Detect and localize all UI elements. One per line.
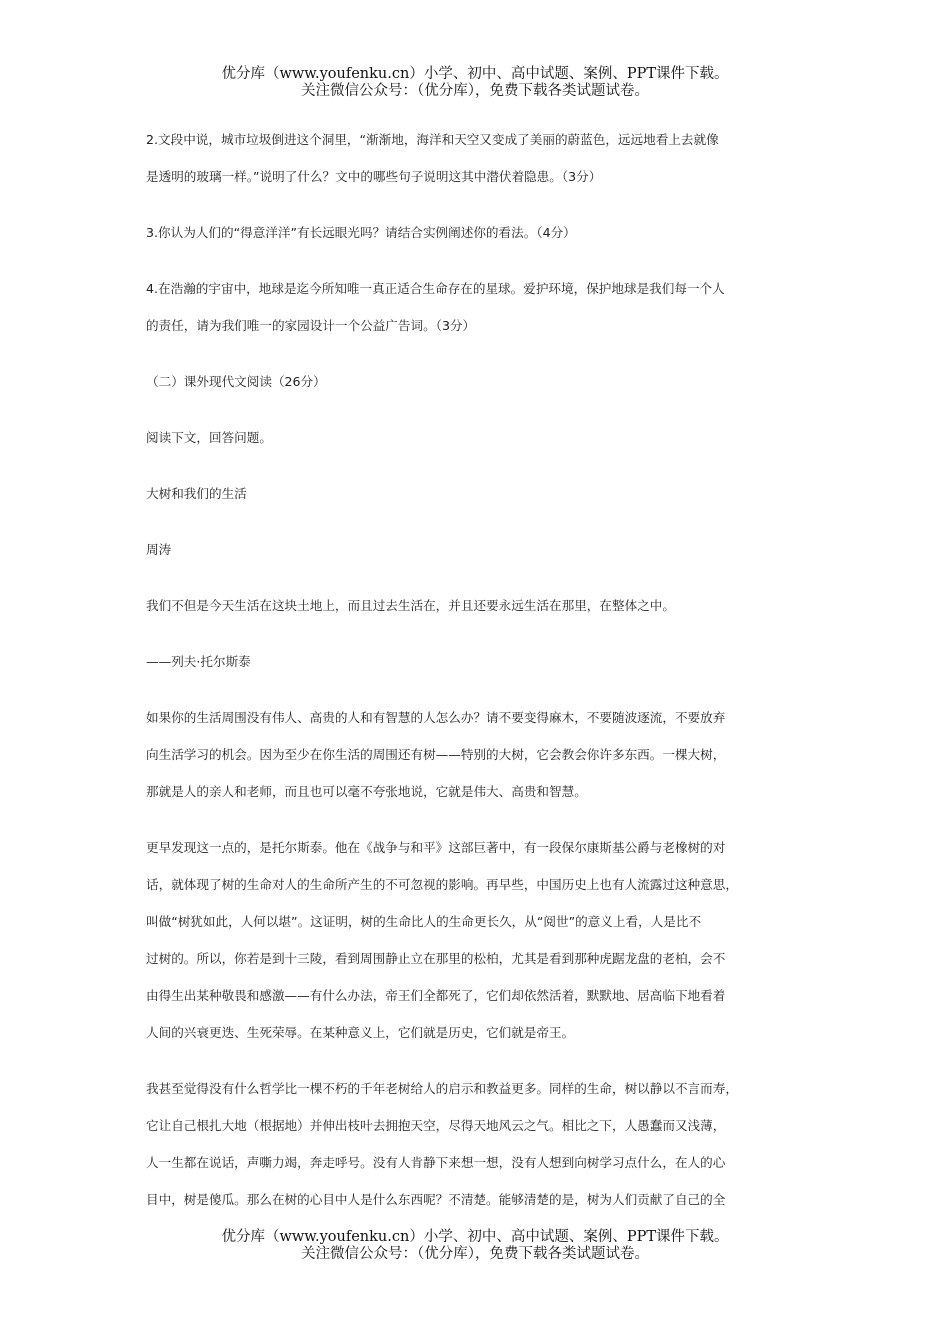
paragraph-line: 4.在浩瀚的宇宙中，地球是迄今所知唯一真正适合生命存在的星球。爱护环境，保护地球是我们每一个人 [146, 281, 725, 296]
paragraph-line: 那就是人的亲人和老师，而且也可以毫不夸张地说，它就是伟大、高贵和智慧。 [146, 784, 587, 799]
paragraph-line: 它让自己根扎大地（根据地）并伸出枝叶去拥抱天空，尽得天地风云之气。相比之下，人愚蠢而又浅薄， [146, 1118, 726, 1133]
paragraph [146, 363, 812, 400]
paragraph-line: 叫做“树犹如此，人何以堪”。这证明，树的生命比人的生命更长久，从“阅世”的意义上看，人是比不 [146, 914, 702, 929]
paragraph-line: 2.文段中说，城市垃圾倒进这个洞里，“渐渐地，海洋和天空又变成了美丽的蔚蓝色，远远地看上去就像 [146, 132, 719, 147]
page-footer [0, 1229, 950, 1263]
paragraph [146, 1070, 812, 1218]
paragraph-line: 大树和我们的生活 [146, 486, 247, 501]
paragraph-line: 3.你认为人们的“得意洋洋”有长远眼光吗？请结合实例阐述你的看法。（4分） [146, 225, 576, 240]
paragraph [146, 531, 812, 568]
header-line-1: 优分库（www.youfenku.cn）小学、初中、高中试题、案例、PPT课件下载。 [221, 66, 729, 82]
paragraph-line: 向生活学习的机会。因为至少在你生活的周围还有树——特别的大树，它会教会你许多东西。一棵大树， [146, 747, 726, 762]
paragraph [146, 270, 812, 344]
paragraph-line: 由得生出某种敬畏和感激——有什么办法，帝王们全都死了，它们却依然活着，默默地、居高临下地看着 [146, 988, 726, 1003]
paragraph-line: 更早发现这一点的，是托尔斯泰。他在《战争与和平》这部巨著中，有一段保尔康斯基公爵与老橡树的对 [146, 840, 726, 855]
paragraph-line: 话，就体现了树的生命对人的生命所产生的不可忽视的影响。再早些，中国历史上也有人流露过这种意思， [146, 877, 738, 892]
paragraph-line: 我甚至觉得没有什么哲学比一棵不朽的千年老树给人的启示和教益更多。同样的生命，树以静以不言而寿， [146, 1081, 738, 1096]
paragraph [146, 699, 812, 810]
paragraph [146, 587, 812, 624]
paragraph-line: 人一生都在说话，声嘶力竭，奔走呼号。没有人肯静下来想一想，没有人想到向树学习点什么，在人的心 [146, 1155, 726, 1170]
paragraph [146, 121, 812, 195]
paragraph-line: 我们不但是今天生活在这块土地上，而且过去生活在，并且还要永远生活在那里，在整体之中。 [146, 598, 675, 613]
paragraph-line: 人间的兴衰更迭、生死荣辱。在某种意义上，它们就是历史，它们就是帝王。 [146, 1025, 575, 1040]
paragraph-line: 阅读下文，回答问题。 [146, 430, 272, 445]
footer-line-1: 优分库（www.youfenku.cn）小学、初中、高中试题、案例、PPT课件下载。 [221, 1229, 729, 1245]
header-line-2: 关注微信公众号：（优分库），免费下载各类试题试卷。 [301, 83, 649, 99]
paragraph-line: 目中，树是傻瓜。那么在树的心目中人是什么东西呢？不清楚。能够清楚的是，树为人们贡献了自己的全 [146, 1192, 726, 1207]
paragraph-line: ——列夫·托尔斯泰 [146, 654, 251, 669]
paragraph-line: （二）课外现代文阅读（26分） [146, 374, 326, 389]
paragraph [146, 419, 812, 456]
paragraph [146, 214, 812, 251]
page-header [0, 66, 950, 100]
document-body [146, 121, 812, 1237]
footer-line-2: 关注微信公众号：（优分库），免费下载各类试题试卷。 [301, 1246, 649, 1262]
paragraph-line: 的责任，请为我们唯一的家园设计一个公益广告词。（3分） [146, 318, 476, 333]
paragraph-line: 过树的。所以，你若是到十三陵，看到周围静止立在那里的松柏，尤其是看到那种虎踞龙盘的老柏，会不 [146, 951, 726, 966]
paragraph-line: 周涛 [146, 542, 172, 557]
paragraph-line: 如果你的生活周围没有伟人、高贵的人和有智慧的人怎么办？请不要变得麻木，不要随波逐流，不要放弃 [146, 710, 726, 725]
paragraph [146, 643, 812, 680]
paragraph [146, 829, 812, 1051]
paragraph [146, 475, 812, 512]
paragraph-line: 是透明的玻璃一样。”说明了什么？文中的哪些句子说明这其中潜伏着隐患。（3分） [146, 169, 602, 184]
